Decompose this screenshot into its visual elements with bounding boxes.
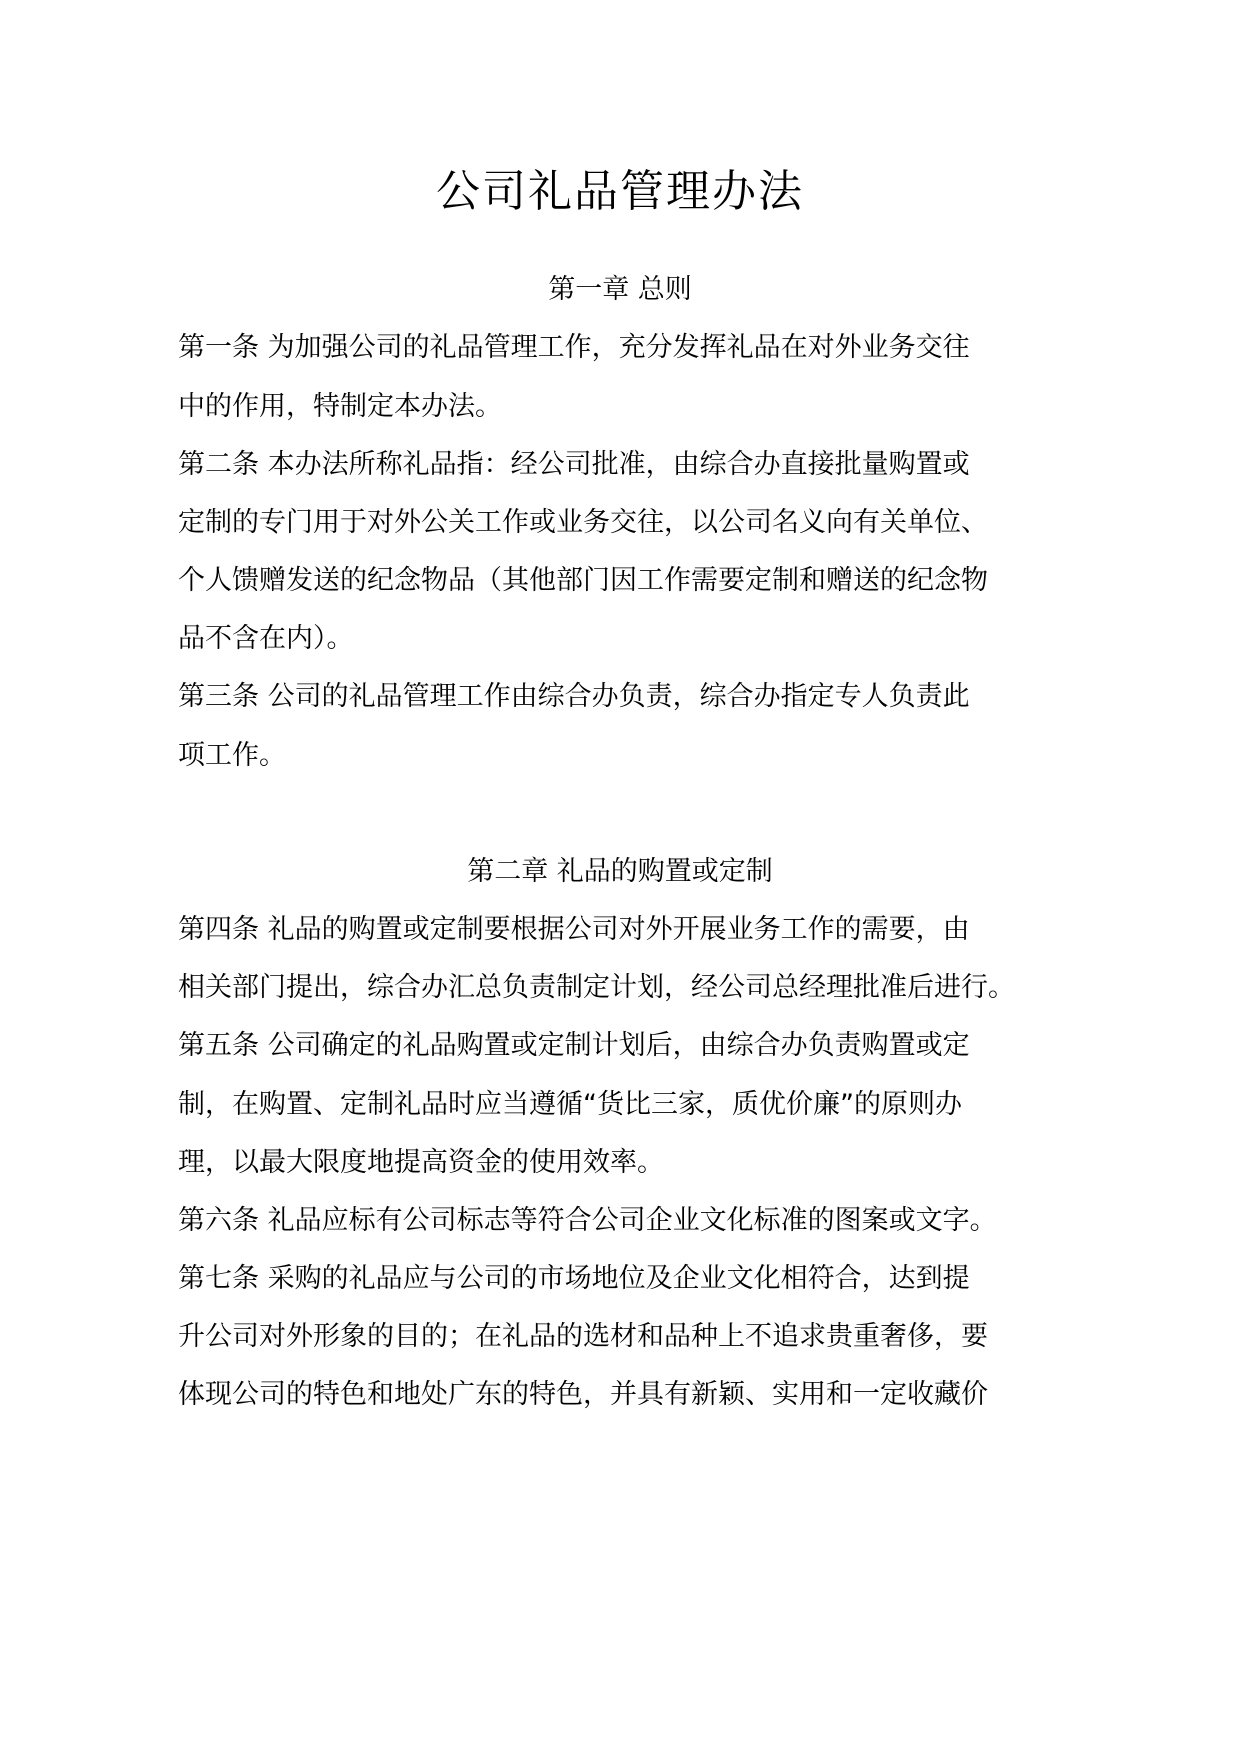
- article-line: 理，以最大限度地提高资金的使用效率。: [178, 1147, 664, 1178]
- chapter-heading-1: 第一章 总则: [548, 274, 692, 305]
- document-title: 公司礼品管理办法: [436, 166, 804, 217]
- article-line: 升公司对外形象的目的；在礼品的选材和品种上不追求贵重奢侈，要: [178, 1321, 988, 1352]
- article-line: 制，在购置、定制礼品时应当遵循“货比三家，质优价廉”的原则办: [178, 1089, 962, 1120]
- article-line: 第六条 礼品应标有公司标志等符合公司企业文化标准的图案或文字。: [178, 1205, 997, 1236]
- article-line: 第五条 公司确定的礼品购置或定制计划后，由综合办负责购置或定: [178, 1030, 970, 1061]
- article-line: 第四条 礼品的购置或定制要根据公司对外开展业务工作的需要，由: [178, 914, 970, 945]
- article-line: 定制的专门用于对外公关工作或业务交往，以公司名义向有关单位、: [178, 507, 988, 538]
- article-line: 第二条 本办法所称礼品指：经公司批准，由综合办直接批量购置或: [178, 449, 970, 480]
- article-line: 体现公司的特色和地处广东的特色，并具有新颖、实用和一定收藏价: [178, 1379, 988, 1410]
- article-line: 第一条 为加强公司的礼品管理工作，充分发挥礼品在对外业务交往: [178, 332, 970, 363]
- article-line: 相关部门提出，综合办汇总负责制定计划，经公司总经理批准后进行。: [178, 972, 1015, 1003]
- article-line: 第三条 公司的礼品管理工作由综合办负责，综合办指定专人负责此: [178, 681, 970, 712]
- article-line: 项工作。: [178, 740, 286, 771]
- chapter-heading-2: 第二章 礼品的购置或定制: [467, 856, 773, 887]
- article-line: 个人馈赠发送的纪念物品（其他部门因工作需要定制和赠送的纪念物: [178, 565, 988, 596]
- article-line: 第七条 采购的礼品应与公司的市场地位及企业文化相符合，达到提: [178, 1263, 970, 1294]
- article-line: 中的作用，特制定本办法。: [178, 391, 502, 422]
- article-line: 品不含在内）。: [178, 623, 354, 654]
